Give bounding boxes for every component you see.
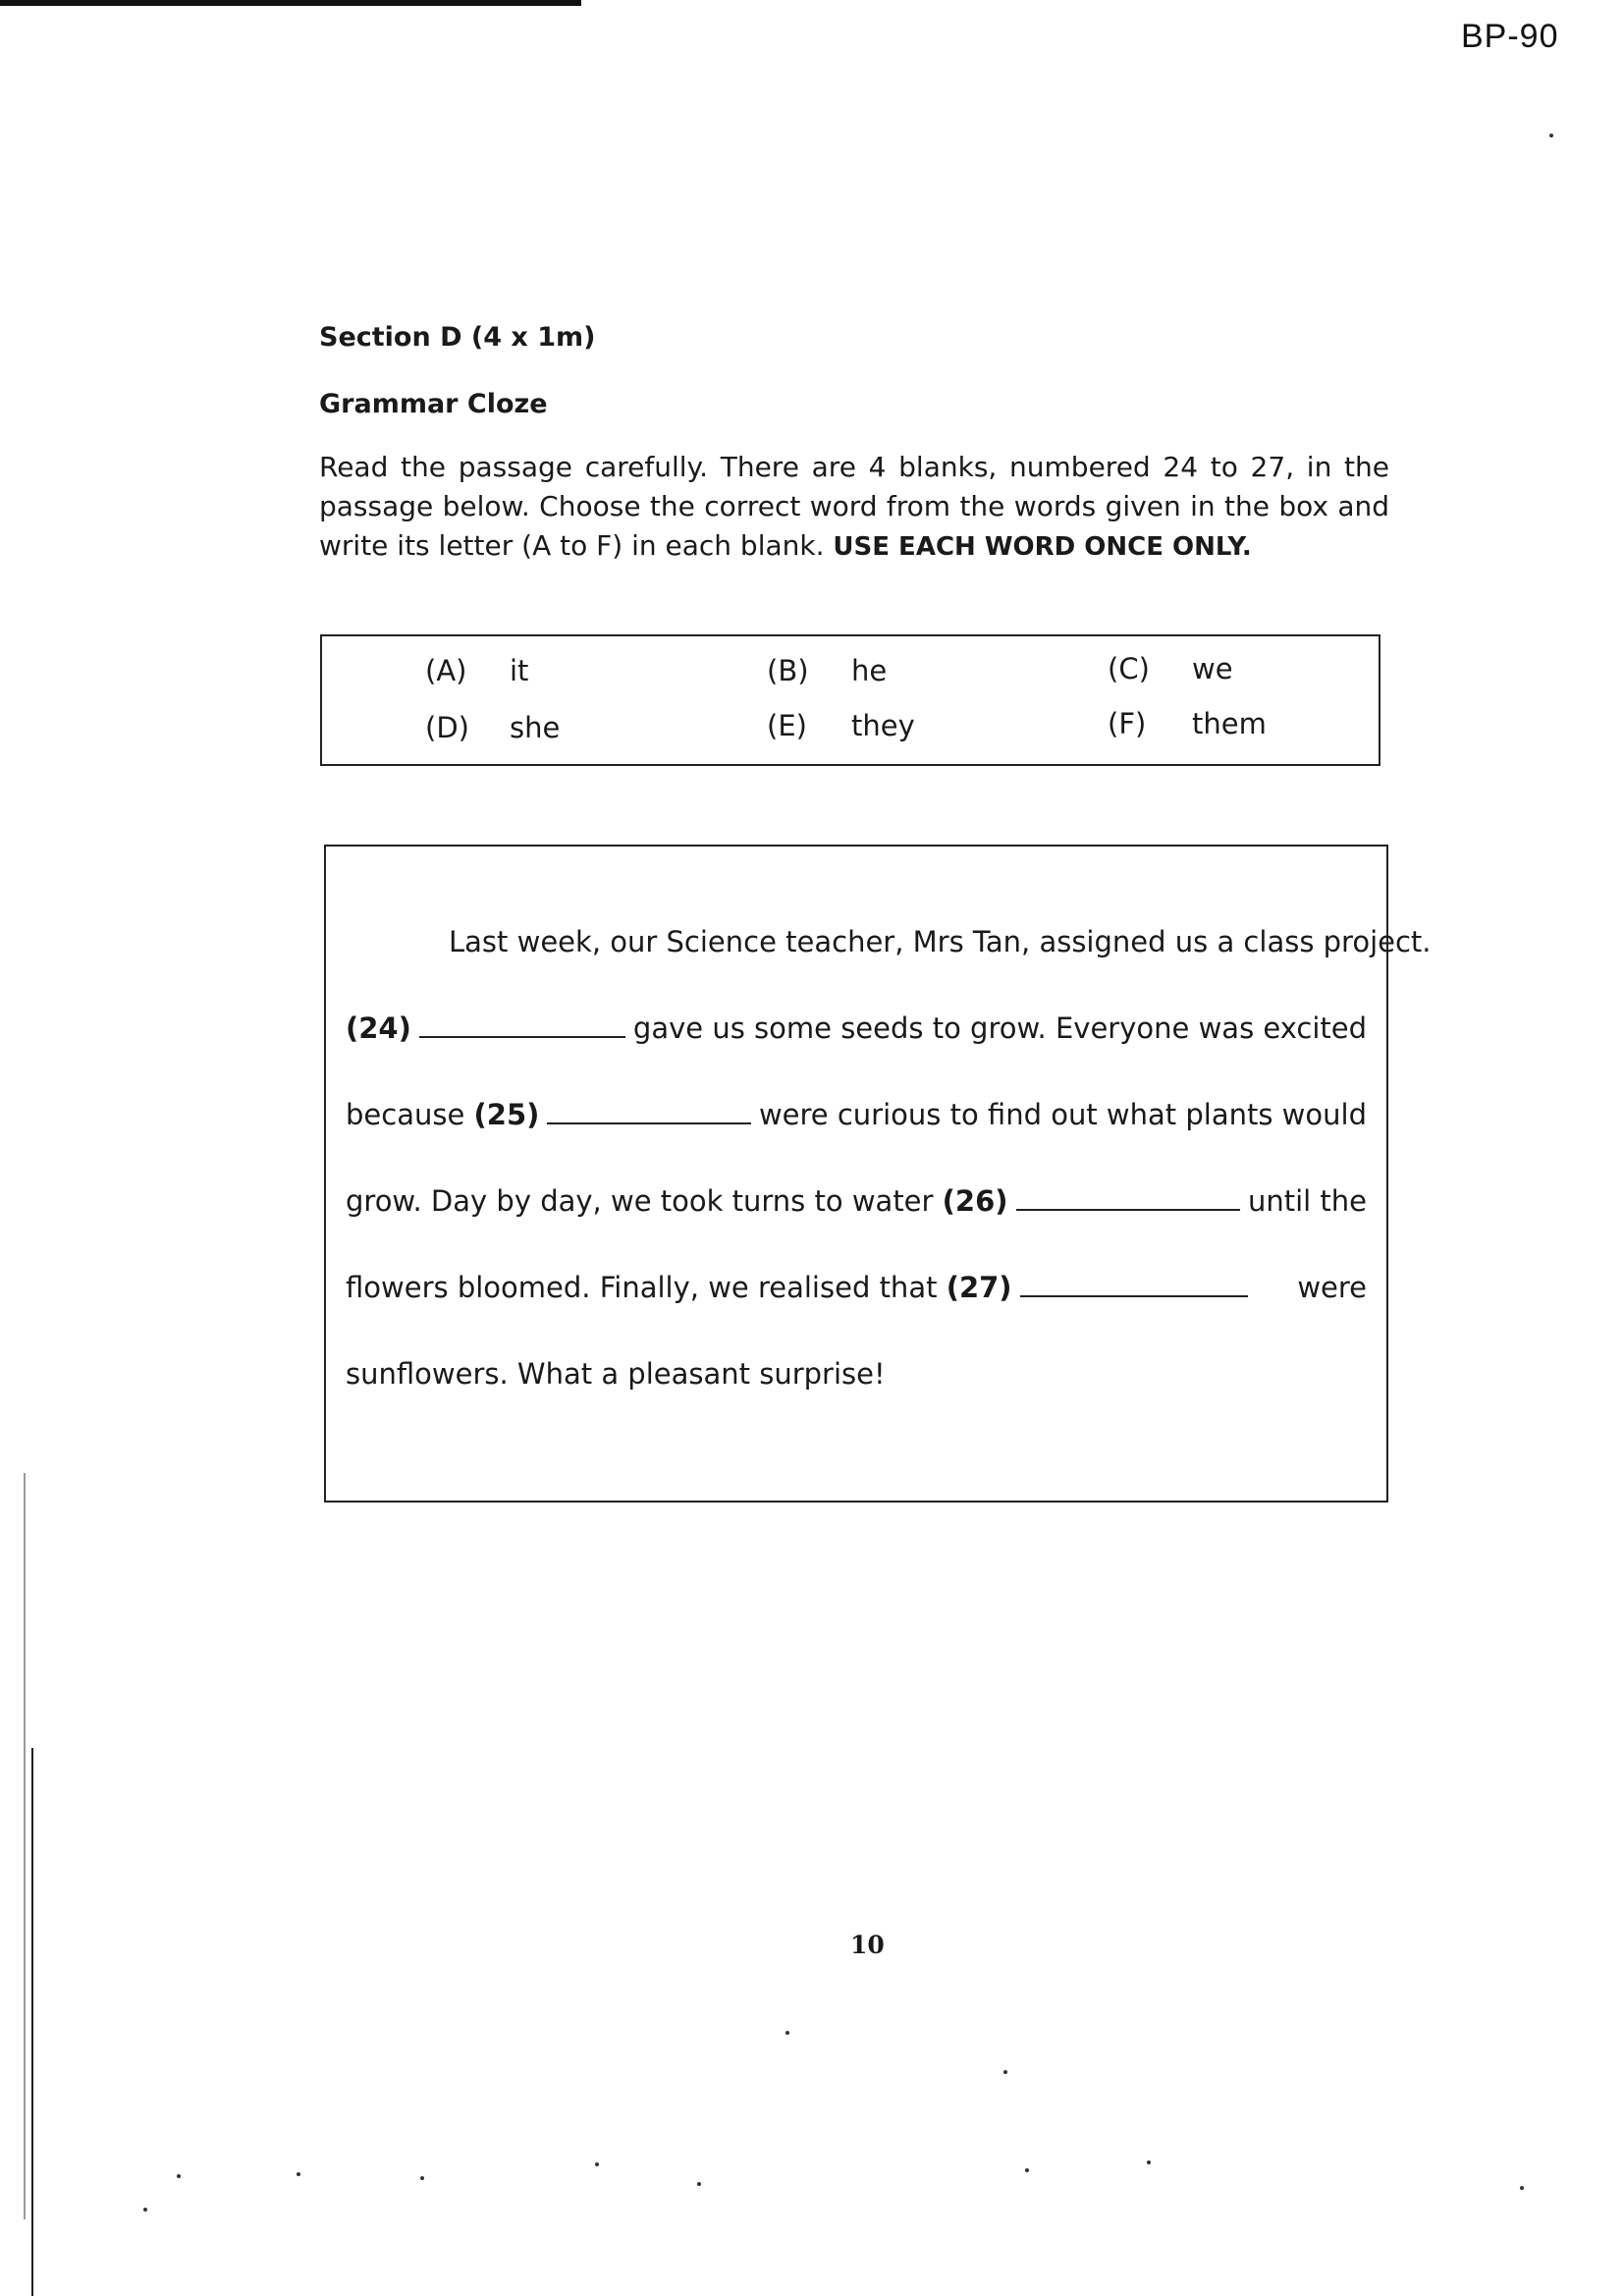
option-letter: (E)	[767, 709, 807, 742]
scan-speck	[297, 2172, 300, 2176]
scan-speck	[595, 2162, 599, 2166]
option-letter: (F)	[1108, 707, 1147, 740]
option-word: it	[510, 654, 529, 687]
blank-25	[547, 1101, 751, 1124]
option-letter: (D)	[425, 711, 469, 744]
scan-speck	[1025, 2168, 1029, 2172]
scan-speck	[697, 2182, 701, 2186]
option-letter: (A)	[425, 654, 467, 687]
option-b	[767, 654, 887, 687]
scan-speck	[420, 2176, 424, 2180]
option-letter: (C)	[1108, 652, 1150, 685]
scan-speck	[1520, 2186, 1524, 2190]
blank-number-24: (24)	[346, 1011, 411, 1045]
option-letter: (B)	[767, 654, 809, 687]
page-code: BP-90	[1461, 18, 1559, 55]
option-word: we	[1192, 652, 1233, 685]
scan-speck	[177, 2174, 181, 2178]
passage-line-1	[346, 925, 1432, 958]
option-e	[767, 709, 915, 742]
passage-text: until the	[1247, 1184, 1367, 1218]
passage-text: were	[1297, 1271, 1367, 1304]
scan-speck	[785, 2031, 789, 2035]
passage-box	[324, 845, 1432, 1503]
passage-text: because	[346, 1098, 465, 1131]
instructions-text: Read the passage carefully. There are 4 blanks, numbered 24 to 27, in the passage below. Choose the correct word from the words given in the box and write its letter (A to F) in each blank.	[319, 451, 1389, 562]
scan-speck	[1549, 134, 1553, 137]
passage-line-5	[346, 1271, 1367, 1304]
passage-text: were curious to find out what plants would	[758, 1098, 1367, 1131]
subsection-title: Grammar Cloze	[319, 389, 548, 419]
scan-edge-line	[24, 1473, 26, 2219]
option-word: they	[851, 709, 915, 742]
word-box	[320, 634, 1380, 766]
option-word: she	[510, 711, 561, 744]
instructions-emphasis: USE EACH WORD ONCE ONLY.	[833, 532, 1252, 562]
option-word: he	[851, 654, 888, 687]
top-rule	[0, 0, 581, 6]
blank-27	[1020, 1274, 1248, 1297]
instructions	[319, 448, 1389, 567]
blank-26	[1016, 1187, 1240, 1211]
passage-line-4	[346, 1184, 1367, 1218]
option-c	[1108, 652, 1233, 685]
passage-text: grow. Day by day, we took turns to water	[346, 1184, 934, 1218]
scan-speck	[143, 2208, 147, 2212]
passage-text: flowers bloomed. Finally, we realised that	[346, 1271, 938, 1304]
blank-number-27: (27)	[946, 1271, 1012, 1304]
blank-number-25: (25)	[473, 1098, 540, 1131]
section-title: Section D (4 x 1m)	[319, 322, 596, 353]
option-d	[425, 711, 560, 744]
scan-speck	[1003, 2070, 1007, 2074]
blank-24	[419, 1014, 625, 1038]
option-a	[425, 654, 528, 687]
page-number: 10	[850, 1931, 885, 1959]
passage-line-3	[346, 1098, 1367, 1131]
passage-text: sunflowers. What a pleasant surprise!	[346, 1357, 886, 1391]
blank-number-26: (26)	[942, 1184, 1008, 1218]
scan-speck	[1147, 2160, 1151, 2164]
passage-line-2	[346, 1011, 1367, 1045]
option-f	[1108, 707, 1267, 740]
option-word: them	[1192, 707, 1267, 740]
passage-text: Last week, our Science teacher, Mrs Tan, assigned us a class project.	[449, 925, 1432, 958]
scan-edge-line	[31, 1748, 33, 2296]
passage-text: gave us some seeds to grow. Everyone was excited	[632, 1011, 1367, 1045]
passage-line-6	[346, 1357, 1367, 1391]
